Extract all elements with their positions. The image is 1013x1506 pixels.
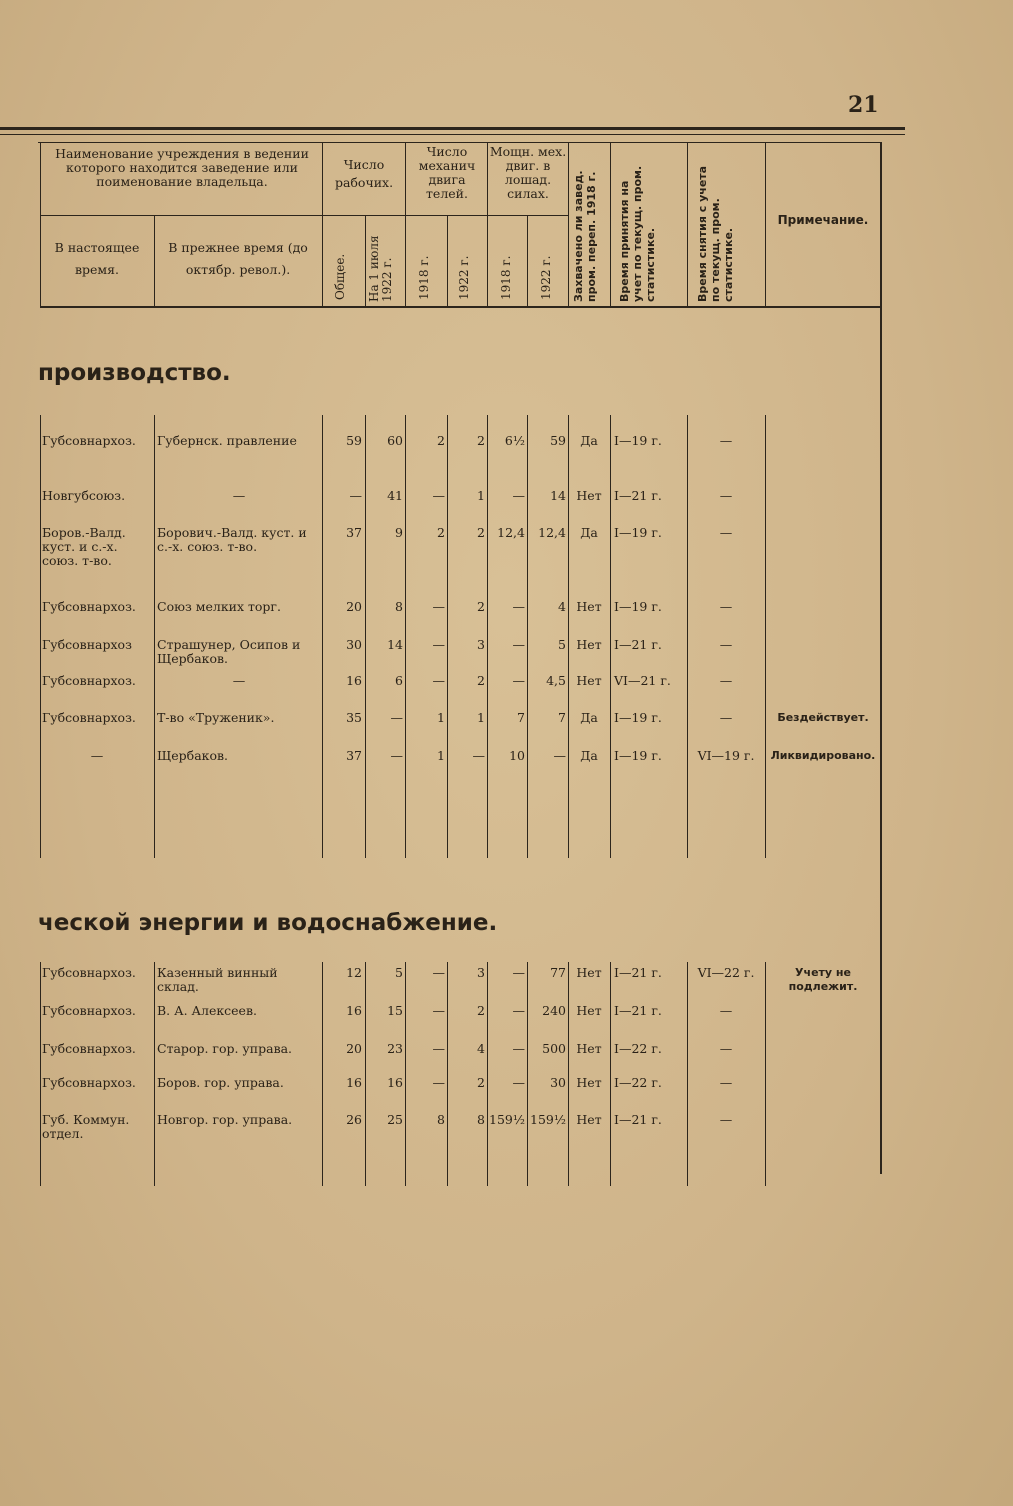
column-rule bbox=[447, 415, 448, 858]
section2-row-2-before: Старор. гор. управа. bbox=[157, 1041, 293, 1056]
top-rule bbox=[0, 127, 905, 130]
section1-row-4-w-1922: 14 bbox=[387, 637, 403, 652]
hv-10 bbox=[687, 142, 688, 306]
section1-row-3-before: Союз мелких торг. bbox=[157, 599, 281, 614]
section1-row-1-p-1918: — bbox=[512, 488, 525, 503]
section2-row-1-accepted: I—21 г. bbox=[614, 1003, 662, 1018]
column-rule bbox=[765, 415, 766, 858]
hv-8 bbox=[568, 142, 569, 306]
header-workers-total: Общее. bbox=[333, 253, 347, 300]
section2-row-3-w-1922: 16 bbox=[387, 1075, 403, 1090]
section2-row-2-removed: — bbox=[719, 1041, 733, 1056]
section2-row-1-captured: Нет bbox=[576, 1003, 602, 1018]
section1-row-5-removed: — bbox=[719, 673, 733, 688]
section1-row-6-w-1922: — bbox=[390, 710, 403, 725]
header-power-1922: 1922 г. bbox=[539, 255, 553, 300]
column-rule bbox=[40, 415, 41, 858]
section1-row-6-now: Губсовнархоз. bbox=[42, 710, 136, 725]
section1-row-2-accepted: I—19 г. bbox=[614, 525, 662, 540]
section1-row-5-e-1922: 2 bbox=[477, 673, 485, 688]
header-mid-rule bbox=[40, 215, 322, 216]
section1-row-5-w-total: 16 bbox=[346, 673, 362, 688]
section1-row-1-before: — bbox=[232, 488, 246, 503]
section2-row-0-before: Казенный винный склад. bbox=[157, 965, 278, 994]
column-rule bbox=[487, 962, 488, 1186]
section2-row-4-accepted: I—21 г. bbox=[614, 1112, 662, 1127]
section1-row-2-captured: Да bbox=[580, 525, 598, 540]
section1-row-4-w-total: 30 bbox=[346, 637, 362, 652]
section1-row-4-before: Страшунер, Осипов и Щербаков. bbox=[157, 637, 301, 666]
section2-row-3-accepted: I—22 г. bbox=[614, 1075, 662, 1090]
section2-row-2-w-1922: 23 bbox=[387, 1041, 403, 1056]
header-removed: Время снятия с учета по текущ. пром. статистике. bbox=[696, 165, 735, 302]
column-rule bbox=[610, 962, 611, 1186]
section2-row-0-p-1922: 77 bbox=[550, 965, 566, 980]
section2-row-3-e-1922: 2 bbox=[477, 1075, 485, 1090]
section1-row-6-captured: Да bbox=[580, 710, 598, 725]
section2-row-3-p-1918: — bbox=[512, 1075, 525, 1090]
section2-row-1-before: В. А. Алексеев. bbox=[157, 1003, 257, 1018]
section1-row-7-p-1922: — bbox=[553, 748, 566, 763]
section2-row-4-w-1922: 25 bbox=[387, 1112, 403, 1127]
section1-row-6-p-1918: 7 bbox=[517, 710, 525, 725]
section1-row-6-e-1922: 1 bbox=[477, 710, 485, 725]
column-rule bbox=[765, 962, 766, 1186]
section1-row-5-p-1922: 4,5 bbox=[546, 673, 566, 688]
section2-row-3-e-1918: — bbox=[432, 1075, 445, 1090]
section2-row-3-before: Боров. гор. управа. bbox=[157, 1075, 284, 1090]
section2-row-1-removed: — bbox=[719, 1003, 733, 1018]
section1-row-4-accepted: I—21 г. bbox=[614, 637, 662, 652]
section1-row-7-captured: Да bbox=[580, 748, 598, 763]
hv-2 bbox=[322, 142, 323, 306]
column-rule bbox=[322, 415, 323, 858]
section1-row-5-p-1918: — bbox=[512, 673, 525, 688]
section2-row-0-w-total: 12 bbox=[346, 965, 362, 980]
column-rule bbox=[687, 962, 688, 1186]
column-rule bbox=[487, 415, 488, 858]
hv-5 bbox=[447, 215, 448, 306]
section1-row-3-w-total: 20 bbox=[346, 599, 362, 614]
section1-row-1-now: Новгубсоюз. bbox=[42, 488, 126, 503]
section1-row-4-e-1922: 3 bbox=[477, 637, 485, 652]
section1-row-0-p-1922: 59 bbox=[550, 433, 566, 448]
column-rule bbox=[568, 415, 569, 858]
section1-row-2-now: Боров.-Валд. куст. и с.-х. союз. т-во. bbox=[42, 525, 126, 568]
section1-row-1-accepted: I—21 г. bbox=[614, 488, 662, 503]
section1-row-3-accepted: I—19 г. bbox=[614, 599, 662, 614]
section1-row-2-w-total: 37 bbox=[346, 525, 362, 540]
section1-row-7-e-1922: — bbox=[472, 748, 485, 763]
section2-row-2-captured: Нет bbox=[576, 1041, 602, 1056]
section1-row-1-captured: Нет bbox=[576, 488, 602, 503]
section1-row-7-w-total: 37 bbox=[346, 748, 362, 763]
header-workers: Число рабочих. bbox=[334, 157, 394, 190]
section2-row-2-e-1922: 4 bbox=[477, 1041, 485, 1056]
header-workers-1922: На 1 июля 1922 г. bbox=[367, 235, 394, 302]
section1-row-3-e-1922: 2 bbox=[477, 599, 485, 614]
section1-row-2-e-1918: 2 bbox=[437, 525, 445, 540]
section1-row-7-note: Ликвидировано. bbox=[770, 749, 876, 762]
section2-title: ческой энергии и водоснабжение. bbox=[38, 910, 498, 936]
column-rule bbox=[154, 415, 155, 858]
section1-row-1-w-total: — bbox=[349, 488, 362, 503]
section1-row-3-p-1918: — bbox=[512, 599, 525, 614]
section2-row-3-removed: — bbox=[719, 1075, 733, 1090]
column-rule bbox=[154, 962, 155, 1186]
section1-row-7-removed: VI—19 г. bbox=[697, 748, 755, 763]
header-bottom-rule bbox=[40, 306, 880, 308]
section1-row-1-w-1922: 41 bbox=[387, 488, 403, 503]
section2-row-3-now: Губсовнархоз. bbox=[42, 1075, 136, 1090]
header-before: В прежнее время (до октябр. револ.). bbox=[168, 240, 308, 277]
hv-11 bbox=[765, 142, 766, 306]
section1-row-3-e-1918: — bbox=[432, 599, 445, 614]
section2-row-0-p-1918: — bbox=[512, 965, 525, 980]
header-name-group: Наименование учреждения в ведении которого находится заведение или поименование владельца. bbox=[55, 146, 309, 189]
section1-row-6-w-total: 35 bbox=[346, 710, 362, 725]
section1-row-6-e-1918: 1 bbox=[437, 710, 445, 725]
header-engines: Число механич двига телей. bbox=[418, 144, 476, 201]
section1-row-2-p-1918: 12,4 bbox=[497, 525, 525, 540]
section2-row-0-captured: Нет bbox=[576, 965, 602, 980]
section1-row-4-p-1922: 5 bbox=[558, 637, 566, 652]
column-rule bbox=[527, 415, 528, 858]
section1-row-7-w-1922: — bbox=[390, 748, 403, 763]
section2-row-3-w-total: 16 bbox=[346, 1075, 362, 1090]
section1-row-0-before: Губернск. правление bbox=[157, 433, 297, 448]
section1-row-2-w-1922: 9 bbox=[395, 525, 403, 540]
section2-row-2-e-1918: — bbox=[432, 1041, 445, 1056]
hv-0 bbox=[40, 142, 41, 306]
section1-row-7-now: — bbox=[90, 748, 104, 763]
section2-row-2-p-1922: 500 bbox=[542, 1041, 566, 1056]
header-captured: Захвачено ли завед. пром. переп. 1918 г. bbox=[572, 170, 598, 302]
section1-row-2-e-1922: 2 bbox=[477, 525, 485, 540]
section1-row-0-e-1918: 2 bbox=[437, 433, 445, 448]
hv-6 bbox=[487, 142, 488, 306]
section1-row-0-e-1922: 2 bbox=[477, 433, 485, 448]
section2-row-3-p-1922: 30 bbox=[550, 1075, 566, 1090]
section1-row-3-now: Губсовнархоз. bbox=[42, 599, 136, 614]
column-rule bbox=[687, 415, 688, 858]
section2-row-4-e-1918: 8 bbox=[437, 1112, 445, 1127]
section1-row-0-now: Губсовнархоз. bbox=[42, 433, 136, 448]
hv-4 bbox=[405, 142, 406, 306]
header-engines-1918: 1918 г. bbox=[417, 255, 431, 300]
section2-row-4-now: Губ. Коммун. отдел. bbox=[42, 1112, 130, 1141]
section1-title: производство. bbox=[38, 360, 231, 386]
section2-row-0-note: Учету не подлежит. bbox=[788, 966, 858, 993]
header-top-rule bbox=[38, 142, 880, 143]
header-note: Примечание. bbox=[777, 213, 869, 227]
section1-row-5-now: Губсовнархоз. bbox=[42, 673, 136, 688]
header-now: В настоящее время. bbox=[54, 240, 140, 277]
column-rule bbox=[365, 415, 366, 858]
column-rule bbox=[527, 962, 528, 1186]
section2-row-4-e-1922: 8 bbox=[477, 1112, 485, 1127]
header-power: Мощн. мех. двиг. в лошад. силах. bbox=[489, 144, 567, 201]
section1-row-2-p-1922: 12,4 bbox=[538, 525, 566, 540]
section1-row-3-w-1922: 8 bbox=[395, 599, 403, 614]
section1-row-0-w-total: 59 bbox=[346, 433, 362, 448]
column-rule bbox=[568, 962, 569, 1186]
section2-row-2-p-1918: — bbox=[512, 1041, 525, 1056]
section1-row-0-captured: Да bbox=[580, 433, 598, 448]
section2-row-1-e-1922: 2 bbox=[477, 1003, 485, 1018]
hv-7 bbox=[527, 215, 528, 306]
section2-row-0-e-1918: — bbox=[432, 965, 445, 980]
section1-row-6-p-1922: 7 bbox=[558, 710, 566, 725]
page-number: 21 bbox=[848, 92, 879, 118]
section1-row-4-now: Губсовнархоз bbox=[42, 637, 132, 652]
section1-row-7-p-1918: 10 bbox=[509, 748, 525, 763]
section1-row-1-e-1922: 1 bbox=[477, 488, 485, 503]
section1-row-6-note: Бездействует. bbox=[777, 711, 869, 724]
section2-row-1-now: Губсовнархоз. bbox=[42, 1003, 136, 1018]
section1-row-6-accepted: I—19 г. bbox=[614, 710, 662, 725]
column-rule bbox=[405, 962, 406, 1186]
hv-9 bbox=[610, 142, 611, 306]
column-rule bbox=[322, 962, 323, 1186]
section2-row-1-w-1922: 15 bbox=[387, 1003, 403, 1018]
section1-row-2-removed: — bbox=[719, 525, 733, 540]
section2-row-4-captured: Нет bbox=[576, 1112, 602, 1127]
section2-row-1-e-1918: — bbox=[432, 1003, 445, 1018]
section1-row-5-w-1922: 6 bbox=[395, 673, 403, 688]
section1-row-3-captured: Нет bbox=[576, 599, 602, 614]
section1-row-3-removed: — bbox=[719, 599, 733, 614]
section2-row-1-p-1918: — bbox=[512, 1003, 525, 1018]
section2-row-2-w-total: 20 bbox=[346, 1041, 362, 1056]
section2-row-1-p-1922: 240 bbox=[542, 1003, 566, 1018]
section1-row-7-e-1918: 1 bbox=[437, 748, 445, 763]
section1-row-4-removed: — bbox=[719, 637, 733, 652]
hv-3 bbox=[365, 215, 366, 306]
section2-row-4-removed: — bbox=[719, 1112, 733, 1127]
section2-row-0-now: Губсовнархоз. bbox=[42, 965, 136, 980]
section1-row-5-before: — bbox=[232, 673, 246, 688]
section1-row-7-accepted: I—19 г. bbox=[614, 748, 662, 763]
section1-row-6-before: Т-во «Труженик». bbox=[157, 710, 275, 725]
section1-row-1-e-1918: — bbox=[432, 488, 445, 503]
section2-row-4-w-total: 26 bbox=[346, 1112, 362, 1127]
section1-row-5-e-1918: — bbox=[432, 673, 445, 688]
header-engines-1922: 1922 г. bbox=[457, 255, 471, 300]
section2-row-1-w-total: 16 bbox=[346, 1003, 362, 1018]
section1-row-5-captured: Нет bbox=[576, 673, 602, 688]
section1-row-4-e-1918: — bbox=[432, 637, 445, 652]
top-rule-thin bbox=[0, 134, 905, 135]
section1-row-3-p-1922: 4 bbox=[558, 599, 566, 614]
right-border bbox=[880, 142, 882, 1174]
section2-row-3-captured: Нет bbox=[576, 1075, 602, 1090]
column-rule bbox=[447, 962, 448, 1186]
section2-row-0-accepted: I—21 г. bbox=[614, 965, 662, 980]
section1-row-2-before: Борович.-Валд. куст. и с.-х. союз. т-во. bbox=[157, 525, 307, 554]
section1-row-0-removed: — bbox=[719, 433, 733, 448]
section1-row-0-accepted: I—19 г. bbox=[614, 433, 662, 448]
column-rule bbox=[610, 415, 611, 858]
section1-row-4-p-1918: — bbox=[512, 637, 525, 652]
section2-row-4-p-1918: 159½ bbox=[489, 1112, 525, 1127]
section2-row-4-before: Новгор. гор. управа. bbox=[157, 1112, 293, 1127]
section1-row-6-removed: — bbox=[719, 710, 733, 725]
section1-row-7-before: Щербаков. bbox=[157, 748, 228, 763]
section1-row-5-accepted: VI—21 г. bbox=[614, 673, 671, 688]
column-rule bbox=[40, 962, 41, 1186]
section1-row-1-removed: — bbox=[719, 488, 733, 503]
column-rule bbox=[365, 962, 366, 1186]
section1-row-4-captured: Нет bbox=[576, 637, 602, 652]
section2-row-0-w-1922: 5 bbox=[395, 965, 403, 980]
section1-row-1-p-1922: 14 bbox=[550, 488, 566, 503]
section2-row-4-p-1922: 159½ bbox=[530, 1112, 566, 1127]
header-accepted: Время принятия на учет по текущ. пром. статистике. bbox=[618, 165, 657, 302]
section1-row-0-p-1918: 6½ bbox=[504, 433, 525, 448]
section2-row-2-accepted: I—22 г. bbox=[614, 1041, 662, 1056]
section2-row-2-now: Губсовнархоз. bbox=[42, 1041, 136, 1056]
column-rule bbox=[405, 415, 406, 858]
section2-row-0-removed: VI—22 г. bbox=[697, 965, 755, 980]
section2-row-0-e-1922: 3 bbox=[477, 965, 485, 980]
header-power-1918: 1918 г. bbox=[499, 255, 513, 300]
header-mid-rule-2 bbox=[322, 215, 568, 216]
hv-1 bbox=[154, 215, 155, 306]
section1-row-0-w-1922: 60 bbox=[387, 433, 403, 448]
